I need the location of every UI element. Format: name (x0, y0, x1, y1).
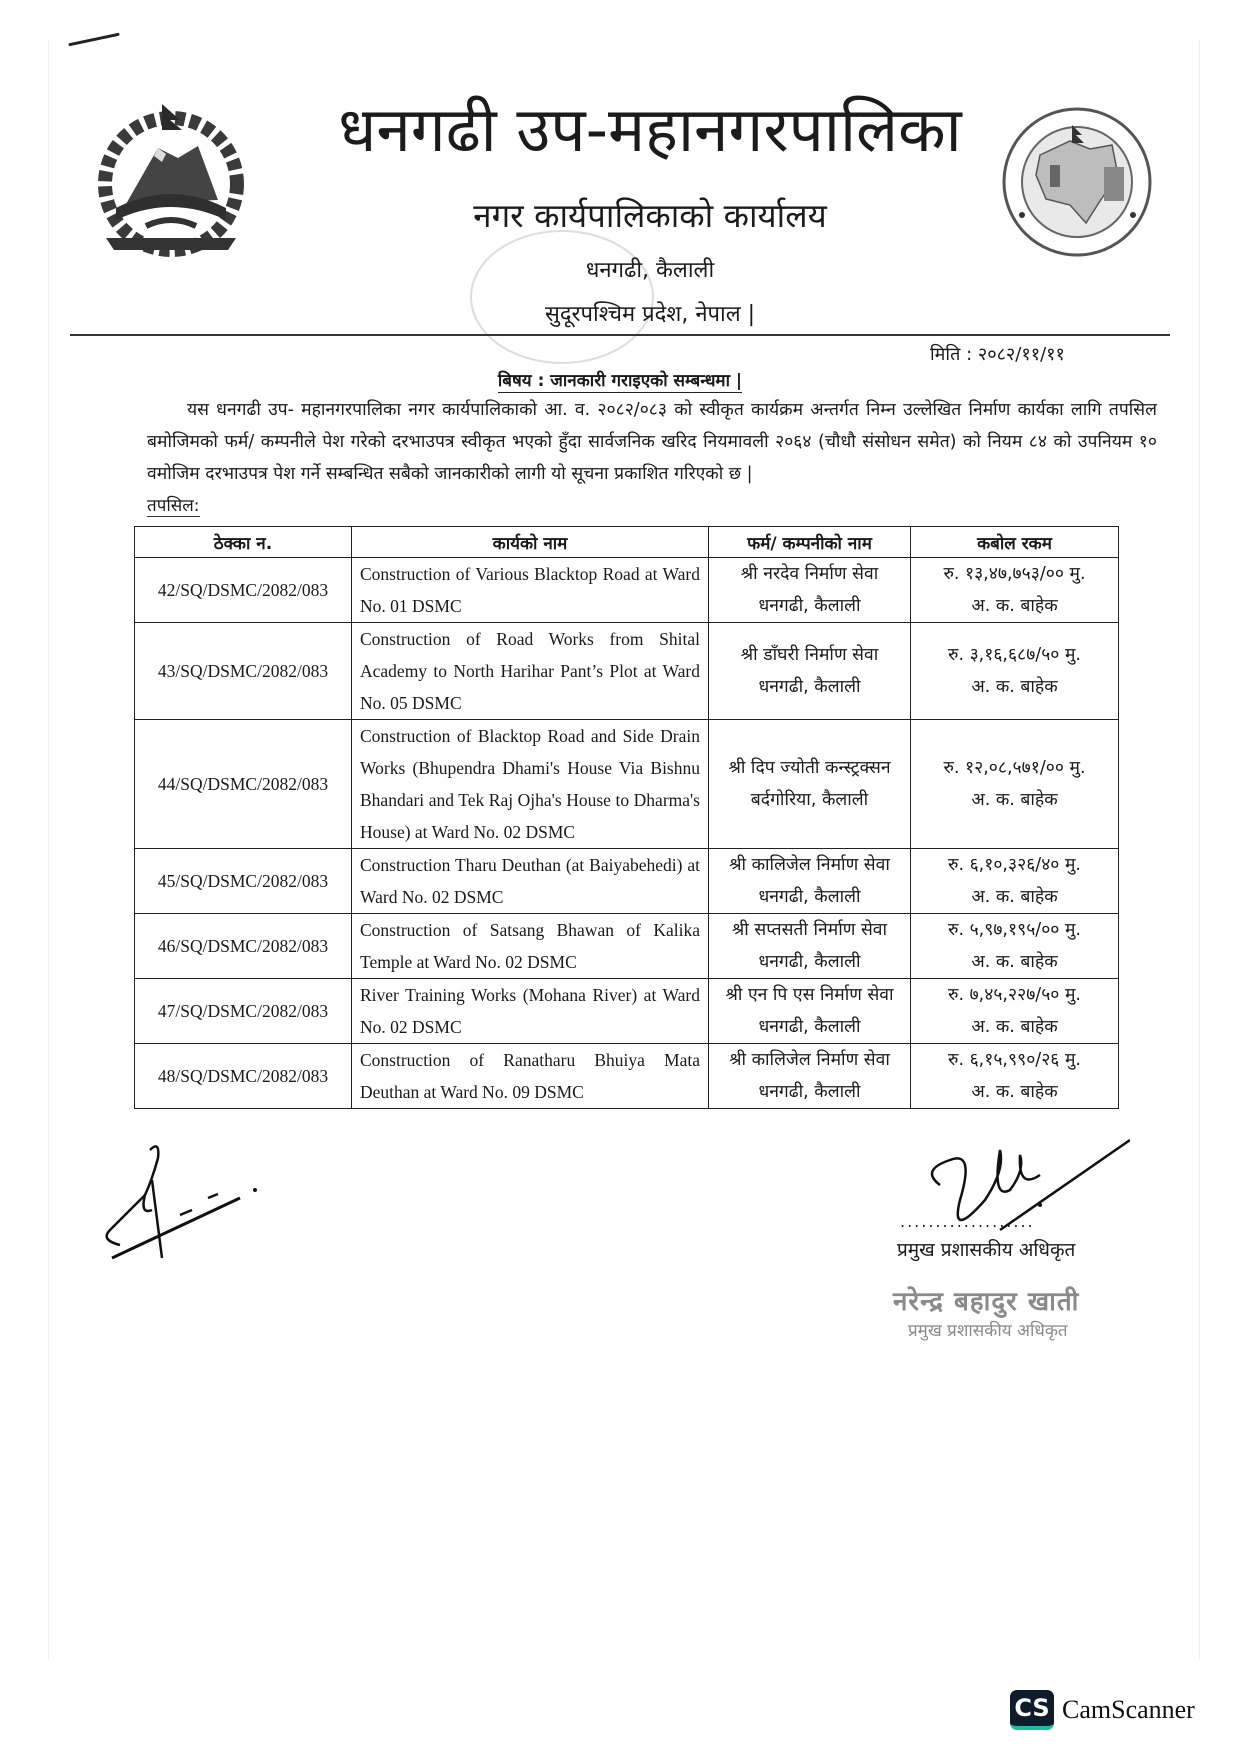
header-firm-name: फर्म/ कम्पनीको नाम (709, 527, 911, 558)
contract-no: 47/SQ/DSMC/2082/083 (135, 979, 352, 1044)
contract-no: 45/SQ/DSMC/2082/083 (135, 849, 352, 914)
office-stamp-faint (470, 230, 654, 364)
nepal-emblem-icon (86, 96, 256, 266)
firm-cell (709, 979, 911, 1044)
amount-note: अ. क. बाहेक (971, 790, 1058, 810)
left-signature-icon (100, 1140, 340, 1260)
amount-note: अ. क. बाहेक (971, 677, 1058, 697)
table-row (135, 849, 1119, 914)
bid-amount: रु. ५,९७,१९५/०० मु. (947, 920, 1081, 940)
table-row (135, 720, 1119, 849)
work-name: Construction of Ranatharu Bhuiya Mata Deuthan at Ward No. 09 DSMC (352, 1044, 709, 1109)
subject-text: बिषय : जानकारी गराइएको सम्बन्धमा | (497, 371, 743, 391)
bid-amount: रु. ६,१०,३२६/४० मु. (947, 855, 1081, 875)
firm-location: धनगढी, कैलाली (758, 1082, 861, 1102)
municipality-seal-icon (1000, 105, 1155, 260)
firm-location: धनगढी, कैलाली (758, 677, 861, 697)
table-row (135, 558, 1119, 623)
firm-location: धनगढी, कैलाली (758, 952, 861, 972)
table-row (135, 979, 1119, 1044)
firm-name: श्री सप्तसती निर्माण सेवा (731, 920, 888, 940)
amount-note: अ. क. बाहेक (971, 596, 1058, 616)
office-subtitle: नगर कार्यपालिकाको कार्यालय (473, 196, 827, 235)
officer-stamp-name: नरेन्द्र बहादुर खाती (893, 1287, 1080, 1317)
header-divider (70, 334, 1170, 336)
contract-no: 48/SQ/DSMC/2082/083 (135, 1044, 352, 1109)
table-row (135, 914, 1119, 979)
firm-location: धनगढी, कैलाली (758, 887, 861, 907)
amount-cell (911, 914, 1119, 979)
contract-no: 46/SQ/DSMC/2082/083 (135, 914, 352, 979)
amount-cell (911, 979, 1119, 1044)
notice-subject (0, 368, 1240, 391)
firm-name: श्री एन पि एस निर्माण सेवा (725, 985, 894, 1005)
table-row (135, 623, 1119, 720)
table-row (135, 1044, 1119, 1109)
header-contract-no: ठेक्का न. (135, 527, 352, 558)
work-name: River Training Works (Mohana River) at Ward No. 02 DSMC (352, 979, 709, 1044)
amount-cell (911, 623, 1119, 720)
firm-cell (709, 623, 911, 720)
firm-cell (709, 849, 911, 914)
signer-title: प्रमुख प्रशासकीय अधिकृत (897, 1239, 1076, 1261)
officer-stamp-title: प्रमुख प्रशासकीय अधिकृत (908, 1321, 1068, 1341)
camscanner-logo-icon: CS (1010, 1690, 1054, 1730)
header-work-name: कार्यको नाम (352, 527, 709, 558)
firm-name: श्री कालिजेल निर्माण सेवा (729, 855, 890, 875)
contract-no: 42/SQ/DSMC/2082/083 (135, 558, 352, 623)
amount-cell (911, 849, 1119, 914)
bid-amount: रु. १२,०८,५७१/०० मु. (943, 758, 1086, 778)
work-name: Construction of Road Works from Shital Academy to North Harihar Pant’s Plot at Ward No. 05 DSMC (352, 623, 709, 720)
bid-amount: रु. १३,४७,७५३/०० मु. (943, 564, 1086, 584)
amount-note: अ. क. बाहेक (971, 1082, 1058, 1102)
header-bid-amount: कबोल रकम (911, 527, 1119, 558)
tender-table (134, 526, 1119, 1109)
work-name: Construction of Blacktop Road and Side Drain Works (Bhupendra Dhami's House Via Bishnu Bhandari and Tek Raj Ojha's House to Dharma's House) at Ward No. 02 DSMC (352, 720, 709, 849)
firm-cell (709, 558, 911, 623)
right-signature-icon (900, 1130, 1130, 1250)
amount-cell (911, 1044, 1119, 1109)
address-city: धनगढी, कैलाली (585, 258, 715, 283)
work-name: Construction of Various Blacktop Road at Ward No. 01 DSMC (352, 558, 709, 623)
firm-cell (709, 1044, 911, 1109)
amount-note: अ. क. बाहेक (971, 1017, 1058, 1037)
notice-date: मिति : २०८२/११/११ (930, 344, 1065, 365)
firm-name: श्री डाँघरी निर्माण सेवा (740, 645, 879, 665)
amount-note: अ. क. बाहेक (971, 887, 1058, 907)
firm-location: धनगढी, कैलाली (758, 1017, 861, 1037)
firm-location: धनगढी, कैलाली (758, 596, 861, 616)
firm-location: बर्दगोरिया, कैलाली (750, 790, 869, 810)
camscanner-brand: CamScanner (1062, 1695, 1195, 1724)
bid-amount: रु. ७,४५,२२७/५० मु. (947, 985, 1081, 1005)
contract-no: 43/SQ/DSMC/2082/083 (135, 623, 352, 720)
details-label: तपसिल: (147, 496, 200, 516)
table-header-row (135, 527, 1119, 558)
bid-amount: रु. ६,१५,९९०/२६ मु. (947, 1050, 1081, 1070)
municipality-title: धनगढी उप-महानगरपालिका (338, 93, 962, 166)
work-name: Construction Tharu Deuthan (at Baiyabehedi) at Ward No. 02 DSMC (352, 849, 709, 914)
firm-cell (709, 720, 911, 849)
amount-cell (911, 720, 1119, 849)
firm-name: श्री नरदेव निर्माण सेवा (740, 564, 879, 584)
contract-no: 44/SQ/DSMC/2082/083 (135, 720, 352, 849)
notice-body-text: यस धनगढी उप- महानगरपालिका नगर कार्यपालिकाको आ. व. २०८२/०८३ को स्वीकृत कार्यक्रम अन्तर्गत निम्न उल्लेखित निर्माण कार्यका लागि तपसिल बमोजिमको फर्म/ कम्पनीले पेश गरेको दरभाउपत्र स्वीकृत भएको हुँदा सार्वजनिक खरिद नियमावली २०६४ (चौधौ संसोधन समेत) को नियम ८४ को उपनियम १० वमोजिम दरभाउपत्र पेश गर्ने सम्बन्धित सबैको जानकारीको लागी यो सूचना प्रकाशित गरिएको छ | (147, 400, 1157, 484)
work-name: Construction of Satsang Bhawan of Kalika Temple at Ward No. 02 DSMC (352, 914, 709, 979)
camscanner-watermark (1010, 1690, 1195, 1730)
firm-name: श्री दिप ज्योती कन्स्ट्रक्सन (728, 758, 891, 778)
signature-line: ................... (900, 1212, 1035, 1231)
bid-amount: रु. ३,१६,६८७/५० मु. (947, 645, 1081, 665)
address-province: सुदूरपश्चिम प्रदेश, नेपाल | (544, 302, 756, 327)
amount-note: अ. क. बाहेक (971, 952, 1058, 972)
notice-body (147, 394, 1157, 490)
firm-cell (709, 914, 911, 979)
firm-name: श्री कालिजेल निर्माण सेवा (729, 1050, 890, 1070)
amount-cell (911, 558, 1119, 623)
